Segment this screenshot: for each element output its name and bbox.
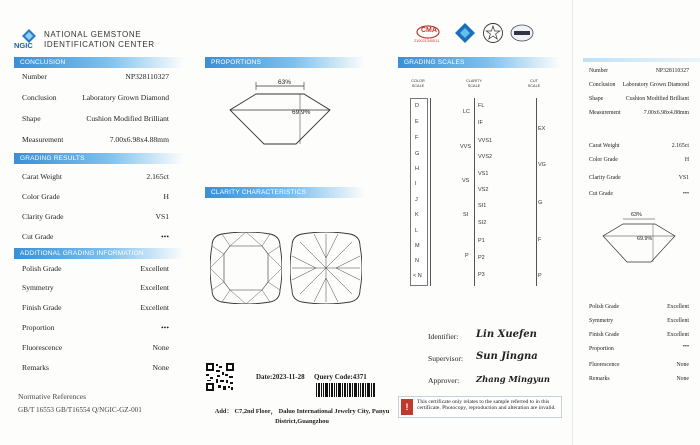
cut-ex: EX [538,126,546,132]
cma-text: CMA [421,27,437,34]
clarity-if: IF [478,120,483,126]
summary-top [589,68,689,128]
summary-fluorescence-label: Fluorescence [589,362,620,368]
clarity-value: VS1 [155,212,169,221]
summary-mid [589,143,689,203]
summary-stub [572,0,700,445]
clarity-label: Clarity Grade [22,212,64,221]
color-scale-head: COLOR SCALE [411,79,425,88]
grading-scales-header: GRADING SCALES [398,57,560,68]
color-m: M [415,243,420,249]
approver-label: Approver: [428,376,460,385]
additional-header: ADDITIONAL GRADING INFORMATION [14,248,184,259]
finish-label: Finish Grade [22,303,62,312]
clarity-vs: VS [462,178,470,184]
cushion-crown-icon [210,232,282,304]
clarity-si1: SI1 [478,203,487,209]
supervisor-label: Supervisor: [428,354,464,363]
clarity-p2: P2 [478,255,485,261]
shape-label: Shape [22,114,41,123]
diamond-seal-icon [453,22,477,44]
color-scale-bar [430,98,431,286]
measurement-value: 7.00x6.98x4.88mm [109,135,169,144]
clarity-vvs2: VVS2 [478,154,493,160]
issue-date: Date:2023-11-28 [256,373,305,381]
fluorescence-value: None [152,343,169,352]
clarity-scale-head: CLARITY SCALE [465,79,483,88]
summary-symmetry-label: Symmetry [589,318,614,324]
summary-color-label: Color Grade [589,157,618,163]
conclusion-header: CONCLUSION [14,57,184,68]
symmetry-label: Symmetry [22,283,54,292]
clarity-vs1: VS1 [478,171,489,177]
summary-remarks-value: None [676,376,689,382]
proportion-label: Proportion [22,323,55,332]
summary-cut-value: ••• [682,191,689,197]
qr-code-icon [205,362,235,392]
measurement-label: Measurement [22,135,64,144]
clarity-vs2: VS2 [478,187,489,193]
clarity-si: SI [463,212,469,218]
supervisor-signature: Sun Jingna [476,351,538,362]
summary-symmetry-value: Excellent [667,318,689,324]
round-seal [508,22,536,44]
clarity-vvs1: VVS1 [478,138,493,144]
summary-bottom [589,304,689,384]
summary-color-value: H [684,157,689,163]
summary-top-band [583,58,700,62]
color-l: L [415,228,419,234]
conclusion-section [22,72,169,156]
summary-polish-value: Excellent [667,304,689,310]
cma-seal [414,24,442,46]
table-percent: 63% [278,79,292,86]
summary-clarity-label: Clarity Grade [589,175,621,181]
lab-address: Add： C7,2nd Floor， Daluo International Jewelry City, Panyu District,Guangzhou [214,408,390,425]
ngic-logo-text: NGIC [14,41,33,50]
color-h: H [415,166,419,172]
cut-scale-head: CUT SCALE [527,79,541,88]
carat-label: Carat Weight [22,172,62,181]
identifier-label: Identifier: [428,332,459,341]
carat-value: 2.165ct [146,172,169,181]
clarity-vvs: VVS [460,144,472,150]
barcode [316,383,376,397]
number-label: Number [22,72,47,81]
round-seal-icon [508,22,536,44]
cut-vg: VG [538,162,546,168]
color-scale [410,98,428,286]
barcode-icon [316,383,376,397]
star-seal-icon [482,22,504,44]
summary-remarks-label: Remarks [589,376,610,382]
symmetry-value: Excellent [140,283,169,292]
conclusion-label: Conclusion [22,93,57,102]
notice-box [398,396,562,418]
remarks-value: None [152,363,169,372]
fluorescence-label: Fluorescence [22,343,63,352]
clarity-p: P [465,253,469,259]
cut-label: Cut Grade [22,232,54,241]
warning-icon: ! [401,399,413,415]
summary-finish-label: Finish Grade [589,332,620,338]
shape-value: Cushion Modified Brilliant [86,114,169,123]
cushion-pavilion-icon [290,232,362,304]
summary-measurement-label: Measurement [589,110,621,116]
polish-label: Polish Grade [22,264,62,273]
color-value: H [163,192,169,201]
signatures [428,328,578,388]
finish-value: Excellent [140,303,169,312]
number-value: NP328110327 [125,72,169,81]
color-d: D [415,103,419,109]
summary-polish-label: Polish Grade [589,304,620,310]
qr-code [205,362,235,392]
clarity-p3: P3 [478,272,485,278]
polish-value: Excellent [140,264,169,273]
clarity-si2: SI2 [478,220,487,226]
summary-clarity-value: VS1 [678,175,689,181]
identifier-signature: Lin Xuefen [476,329,537,340]
cut-value: ••• [161,232,169,241]
approver-signature: Zhang Mingyun [476,374,550,384]
summary-shape-label: Shape [589,96,604,102]
summary-conclusion-label: Conclusion [589,82,616,88]
cma-number: 210021340011 [414,39,440,43]
summary-carat-label: Carat Weight [589,143,620,149]
color-below-n: < N [413,273,422,279]
summary-measurement-value: 7.00x6.98x4.88mm [643,110,689,116]
summary-proportion-label: Proportion [589,346,614,352]
depth-percent: 69.9% [292,109,311,116]
grading-results-section [22,172,169,242]
summary-table-percent: 63% [631,212,642,218]
diamond-seal [453,22,477,44]
summary-conclusion-value: Laboratory Grown Diamond [622,82,689,88]
notice-text: This certificate only relates to the sample referred to in this certificate. Photocopy, reproduction and alteration are invalid. [417,399,556,412]
additional-section [22,264,169,374]
diamond-profile-icon [218,76,338,154]
color-n: N [415,258,419,264]
proportions-diagram [218,76,338,154]
color-f: F [415,135,419,141]
clarity-plot-pavilion [290,232,362,304]
org-name-line1: NATIONAL GEMSTONE [44,30,142,39]
summary-number-value: NP328110327 [655,68,689,74]
summary-proportion-value: ••• [682,344,689,350]
color-i: I [415,181,417,187]
cut-p: P [538,273,542,279]
clarity-p1: P1 [478,238,485,244]
clarity-plot-crown [210,232,282,304]
color-k: K [415,212,419,218]
remarks-label: Remarks [22,363,49,372]
query-code: Query Code:4371 [314,373,367,381]
clarity-lc: LC [463,109,471,115]
grading-results-header: GRADING RESULTS [14,153,184,164]
star-seal [482,22,504,44]
summary-cut-label: Cut Grade [589,191,613,197]
conclusion-value: Laboratory Grown Diamond [82,93,169,102]
clarity-fl: FL [478,103,485,109]
color-j: J [415,197,418,203]
proportions-header: PROPORTIONS [205,57,365,68]
cut-g: G [538,200,543,206]
cut-scale-bar [536,98,537,286]
summary-fluorescence-value: None [676,362,689,368]
summary-shape-value: Cushion Modified Brilliant [625,96,689,102]
clarity-scale-bar [474,98,475,286]
color-g: G [415,151,420,157]
cut-f: F [538,237,542,243]
summary-finish-value: Excellent [667,332,689,338]
clarity-characteristics-header: CLARITY CHARACTERISTICS [205,187,365,198]
normative-text: GB/T 16553 GB/T16554 Q/NGIC-GZ-001 [18,406,142,414]
color-label: Color Grade [22,192,60,201]
summary-depth-percent: 69.9% [637,236,653,242]
org-name-line2: IDENTIFICATION CENTER [44,40,155,49]
proportion-value: ••• [161,323,169,332]
normative-title: Normative References [18,392,87,401]
summary-carat-value: 2.165ct [671,143,689,149]
color-e: E [415,119,419,125]
summary-proportions [593,210,685,270]
summary-number-label: Number [589,68,608,74]
